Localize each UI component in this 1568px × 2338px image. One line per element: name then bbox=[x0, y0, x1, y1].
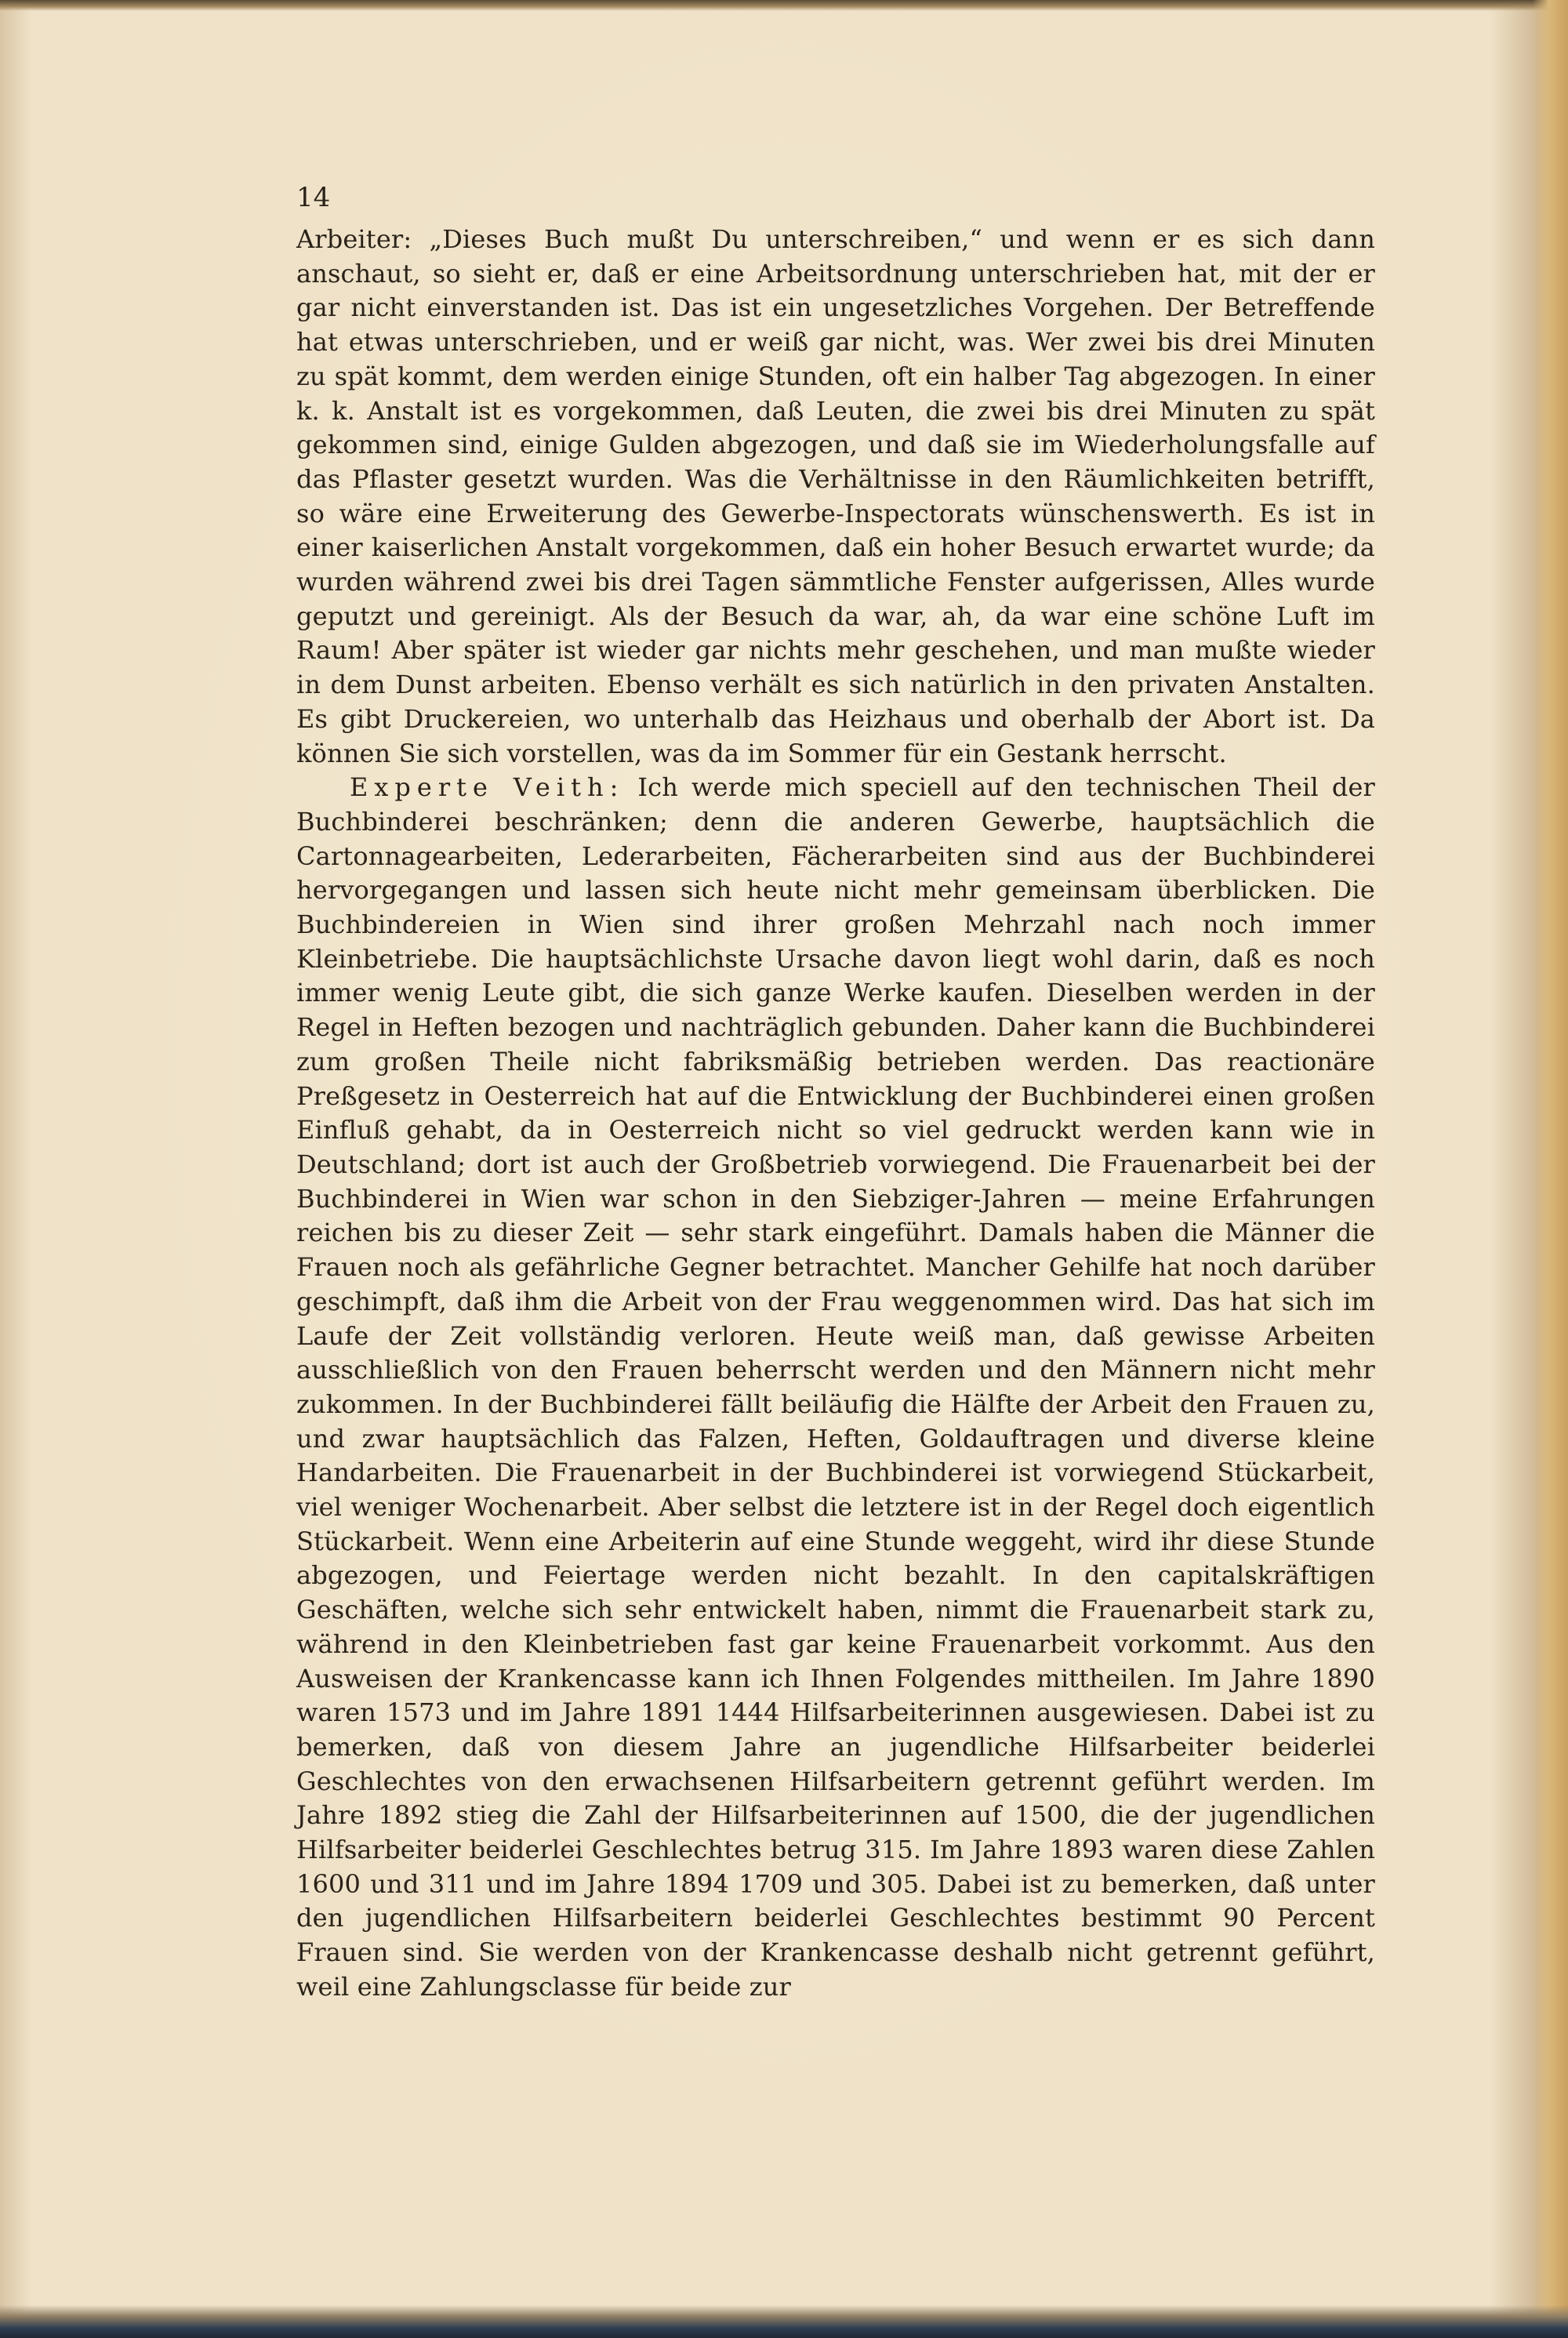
speaker-name: Experte Veith: bbox=[350, 772, 625, 803]
page-number: 14 bbox=[296, 182, 331, 213]
paragraph-text: Ich werde mich speciell auf den technischen Theil der Buchbinderei beschränken; denn die anderen Gewerbe, hauptsächlich die Cartonnagearbeiten, Lederarbeiten, Fächerarbeiten sind aus der Buchbinderei hervorgegangen und lassen sich heute nicht mehr gemeinsam überblicken. Die Buchbindereien in Wien sind ihrer großen Mehrzahl nach noch immer Kleinbetriebe. Die hauptsächlichste Ursache davon liegt wohl darin, daß es noch immer wenig Leute gibt, die sich ganze Werke kaufen. Dieselben werden in der Regel in Heften bezogen und nachträglich gebunden. Daher kann die Buchbinderei zum großen Theile nicht fabriksmäßig betrieben werden. Das reactionäre Preßgesetz in Oesterreich hat auf die Entwicklung der Buchbinderei einen großen Einfluß gehabt, da in Oesterreich nicht so viel gedruckt werden kann wie in Deutschland; dort ist auch der Großbetrieb vorwiegend. Die Frauenarbeit bei der Buchbinderei in Wien war schon in den Siebziger-Jahren — meine Erfahrungen reichen bis zu dieser Zeit — sehr stark eingeführt. Damals haben die Männer die Frauen noch als gefährliche Gegner betrachtet. Mancher Gehilfe hat noch darüber geschimpft, daß ihm die Arbeit von der Frau weggenommen wird. Das hat sich im Laufe der Zeit vollständig verloren. Heute weiß man, daß gewisse Arbeiten ausschließlich von den Frauen beherrscht werden und den Männern nicht mehr zukommen. In der Buchbinderei fällt beiläufig die Hälfte der Arbeit den Frauen zu, und zwar hauptsächlich das Falzen, Heften, Goldauftragen und diverse kleine Handarbeiten. Die Frauenarbeit in der Buchbinderei ist vorwiegend Stückarbeit, viel weniger Wochenarbeit. Aber selbst die letztere ist in der Regel doch eigentlich Stückarbeit. Wenn eine Arbeiterin auf eine Stunde weggeht, wird ihr diese Stunde abgezogen, und Feiertage werden nicht bezahlt. In den capitalskräftigen Geschäften, welche sich sehr entwickelt haben, nimmt die Frauenarbeit stark zu, während in den Kleinbetrieben fast gar keine Frauenarbeit vorkommt. Aus den Ausweisen der Krankencasse kann ich Ihnen Folgendes mittheilen. Im Jahre 1890 waren 1573 und im Jahre 1891 1444 Hilfsarbeiterinnen ausgewiesen. Dabei ist zu bemerken, daß von diesem Jahre an jugendliche Hilfsarbeiter beiderlei Geschlechtes von den erwachsenen Hilfsarbeitern getrennt geführt werden. Im Jahre 1892 stieg die Zahl der Hilfsarbeiterinnen auf 1500, die der jugendlichen Hilfsarbeiter beiderlei Geschlechtes betrug 315. Im Jahre 1893 waren diese Zahlen 1600 und 311 und im Jahre 1894 1709 und 305. Dabei ist zu bemerken, daß unter den jugendlichen Hilfsarbeitern beiderlei Geschlechtes bestimmt 90 Percent Frauen sind. Sie werden von der Krankencasse deshalb nicht getrennt geführt, weil eine Zahlungsclasse für beide zur bbox=[296, 772, 1376, 2002]
page-right-edge bbox=[1533, 0, 1568, 2338]
body-text bbox=[296, 223, 1375, 2005]
page-top-edge bbox=[0, 0, 1568, 11]
paragraph-expert-statement bbox=[296, 771, 1375, 2004]
paragraph-continuation: Arbeiter: „Dieses Buch mußt Du unterschreiben,“ und wenn er es sich dann anschaut, so sieht er, daß er eine Arbeitsordnung unterschrieben hat, mit der er gar nicht einverstanden ist. Das ist ein ungesetzliches Vorgehen. Der Betreffende hat etwas unterschrieben, und er weiß gar nicht, was. Wer zwei bis drei Minuten zu spät kommt, dem werden einige Stunden, oft ein halber Tag abgezogen. In einer k. k. Anstalt ist es vorgekommen, daß Leuten, die zwei bis drei Minuten zu spät gekommen sind, einige Gulden abgezogen, und daß sie im Wiederholungsfalle auf das Pflaster gesetzt wurden. Was die Verhältnisse in den Räumlichkeiten betrifft, so wäre eine Erweiterung des Gewerbe-Inspectorats wünschenswerth. Es ist in einer kaiserlichen Anstalt vorgekommen, daß ein hoher Besuch erwartet wurde; da wurden während zwei bis drei Tagen sämmtliche Fenster aufgerissen, Alles wurde geputzt und gereinigt. Als der Besuch da war, ah, da war eine schöne Luft im Raum! Aber später ist wieder gar nichts mehr geschehen, und man mußte wieder in dem Dunst arbeiten. Ebenso verhält es sich natürlich in den privaten Anstalten. Es gibt Druckereien, wo unterhalb das Heizhaus und oberhalb der Abort ist. Da können Sie sich vorstellen, was da im Sommer für ein Gestank herrscht. bbox=[296, 224, 1375, 768]
page-bottom-edge bbox=[0, 2305, 1568, 2338]
